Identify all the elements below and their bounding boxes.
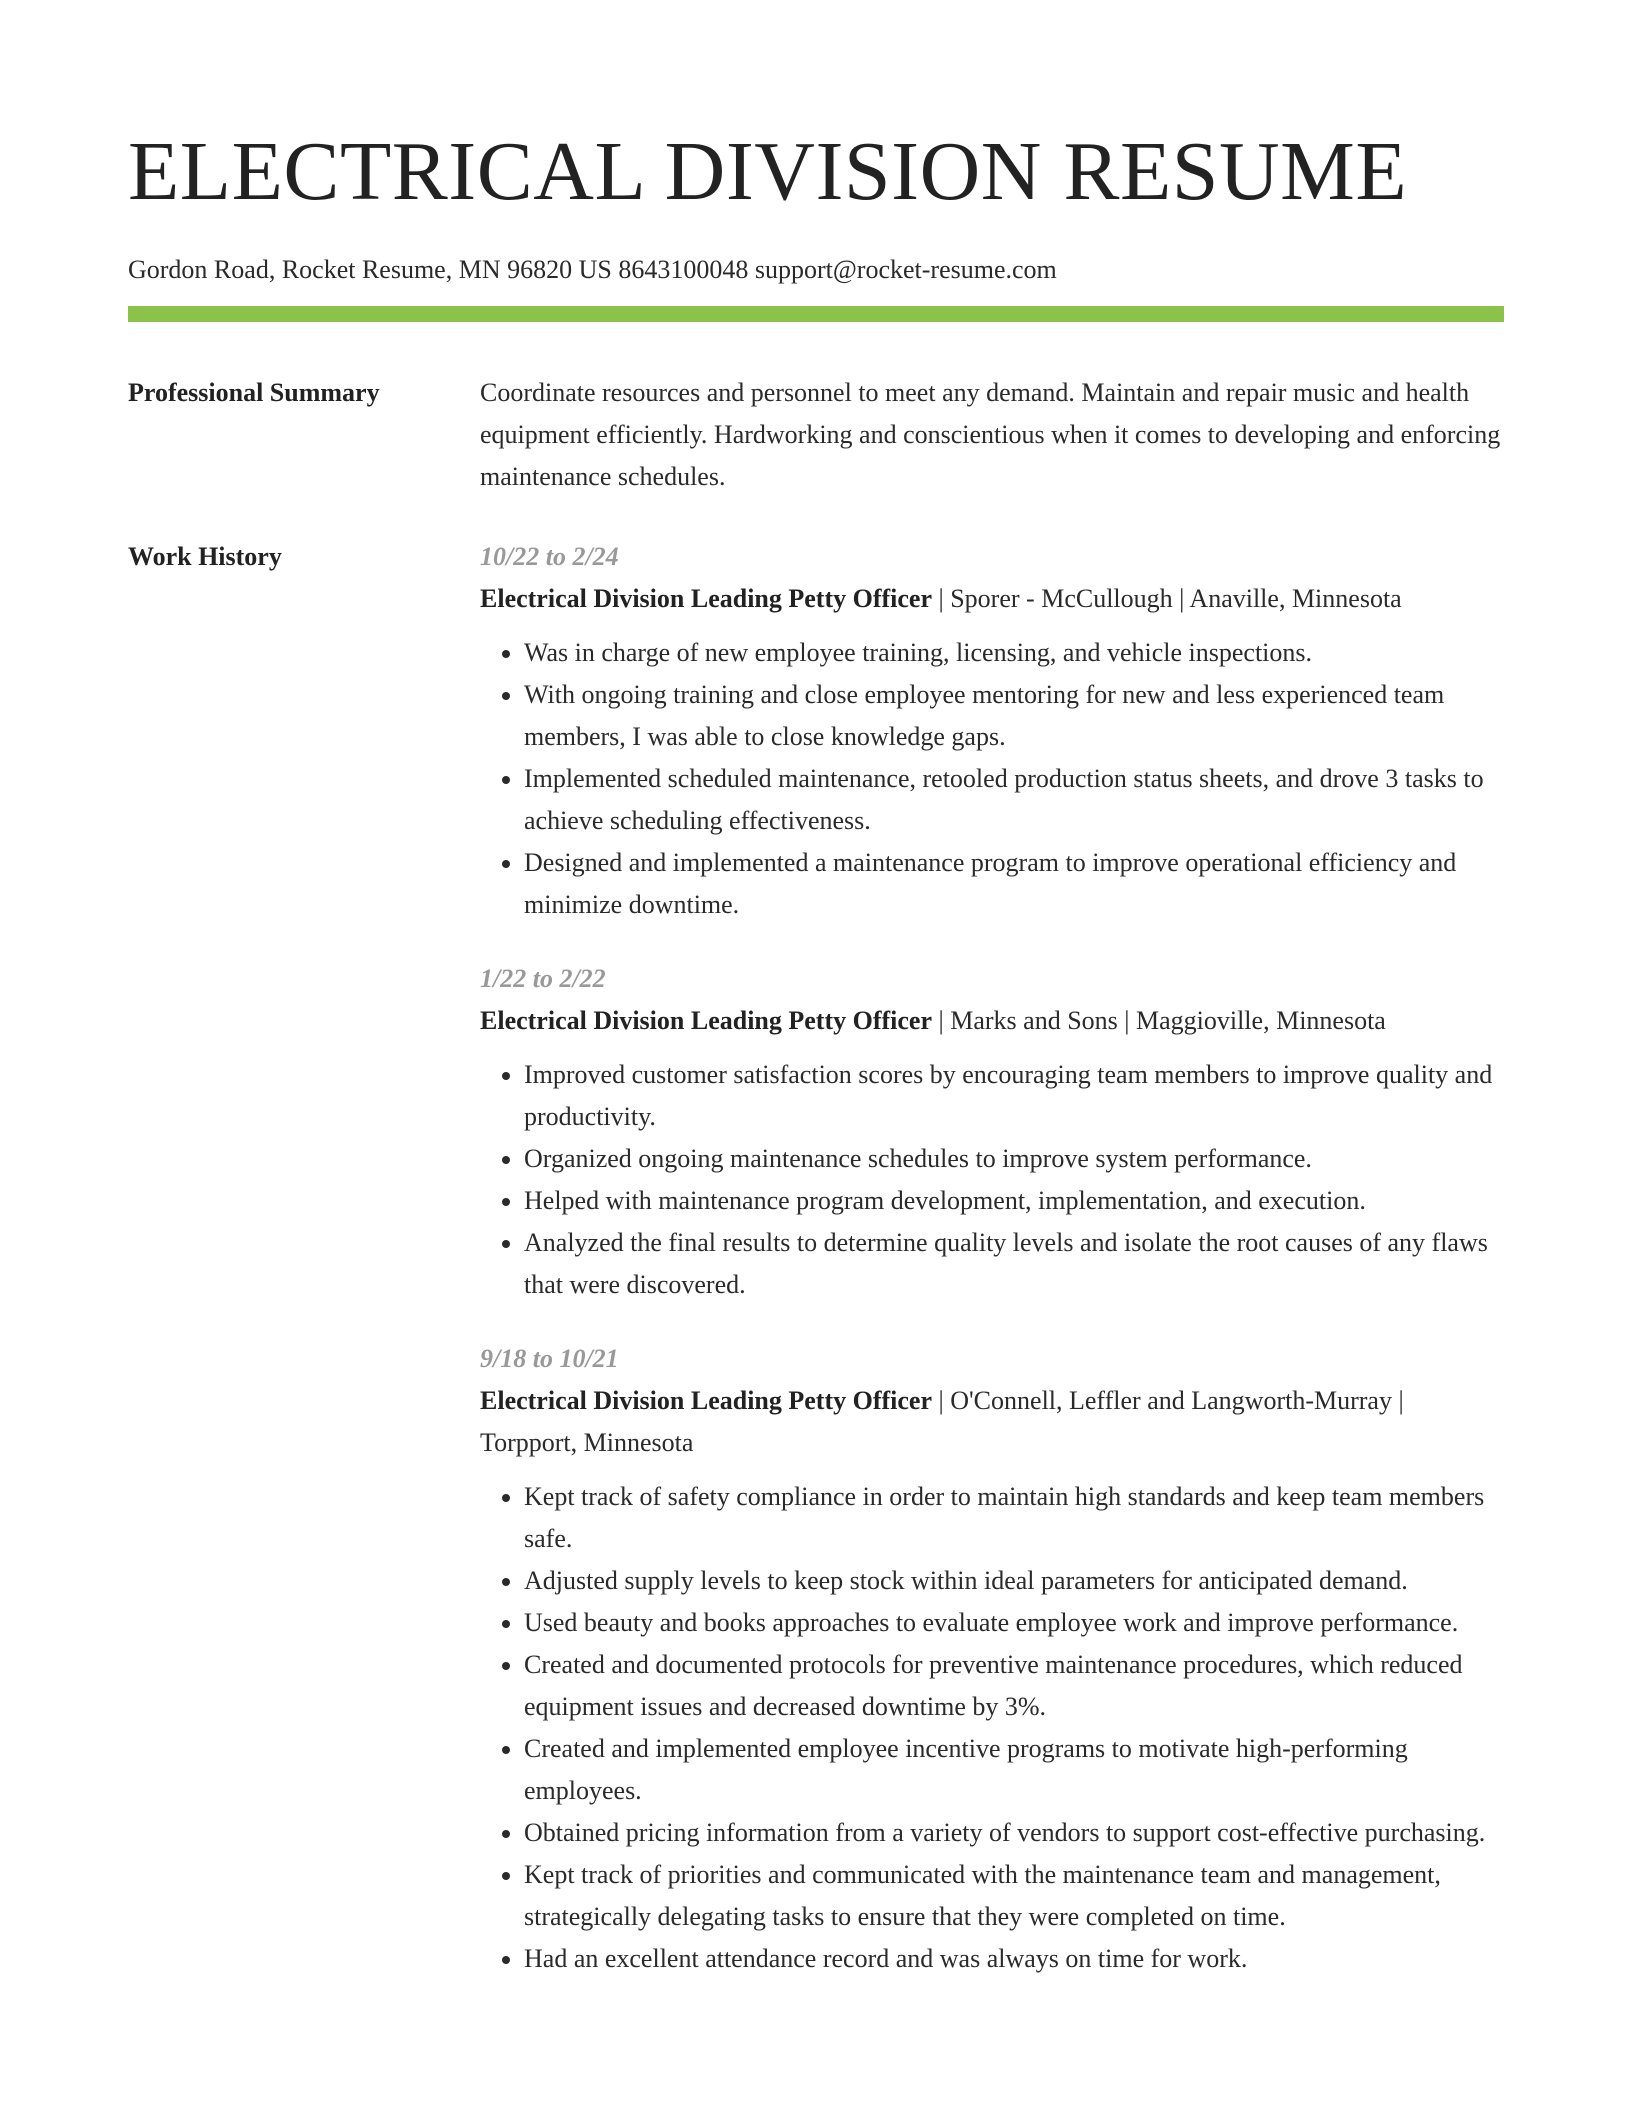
summary-text: Coordinate resources and personnel to meet any demand. Maintain and repair music and health equipment efficiently. Hardworking and conscientious when it comes to developing and enforcing maintenance schedules. — [480, 378, 1501, 491]
job-details: | Sporer - McCullough | Anaville, Minnesota — [932, 584, 1402, 613]
bullet-item: • Implemented scheduled maintenance, retooled production status sheets, and drove 3 tasks to achieve scheduling effectiveness. — [524, 758, 1504, 842]
bullet-item: • Had an excellent attendance record and was always on time for work. — [524, 1938, 1504, 1980]
bullet-item: • Organized ongoing maintenance schedules to improve system performance. — [524, 1138, 1504, 1180]
job-title: Electrical Division Leading Petty Officer — [480, 584, 933, 613]
accent-divider — [128, 306, 1504, 322]
job-title: Electrical Division Leading Petty Officer — [480, 1386, 933, 1415]
job-dates: 10/22 to 2/24 — [480, 542, 619, 571]
bullet-item: • Analyzed the final results to determine quality levels and isolate the root causes of any flaws that were discovered. — [524, 1222, 1504, 1306]
bullet-item: • Kept track of safety compliance in order to maintain high standards and keep team members safe. — [524, 1476, 1504, 1560]
job-title: Electrical Division Leading Petty Officer — [480, 1006, 933, 1035]
resume-page — [128, 0, 1504, 2012]
bullet-item: • Adjusted supply levels to keep stock within ideal parameters for anticipated demand. — [524, 1560, 1504, 1602]
bullet-item: • Created and implemented employee incentive programs to motivate high-performing employees. — [524, 1728, 1504, 1812]
bullet-item: • With ongoing training and close employee mentoring for new and less experienced team members, I was able to close knowledge gaps. — [524, 674, 1504, 758]
job-entry — [480, 1338, 1504, 1980]
professional-summary-section — [128, 372, 1504, 498]
work-history-section — [128, 536, 1504, 2012]
work-history-list — [480, 536, 1504, 2012]
bullet-item: • Obtained pricing information from a variety of vendors to support cost-effective purchasing. — [524, 1812, 1504, 1854]
job-details: | O'Connell, Leffler and Langworth-Murray | Torpport, Minnesota — [480, 1386, 1404, 1457]
section-label-work-history: Work History — [128, 542, 282, 571]
job-entry — [480, 536, 1504, 926]
job-heading — [480, 1000, 1504, 1042]
job-dates: 1/22 to 2/22 — [480, 964, 606, 993]
contact-info: Gordon Road, Rocket Resume, MN 96820 US 8643100048 support@rocket-resume.com — [128, 255, 1057, 284]
bullet-item: • Was in charge of new employee training, licensing, and vehicle inspections. — [524, 632, 1504, 674]
job-heading — [480, 1380, 1504, 1464]
bullet-item: • Kept track of priorities and communicated with the maintenance team and management, strategically delegating tasks to ensure that they were completed on time. — [524, 1854, 1504, 1938]
job-bullets — [480, 632, 1504, 926]
section-label-summary: Professional Summary — [128, 378, 380, 407]
job-heading — [480, 578, 1504, 620]
job-dates: 9/18 to 10/21 — [480, 1344, 619, 1373]
job-entry — [480, 958, 1504, 1306]
job-bullets — [480, 1476, 1504, 1980]
bullet-item: • Improved customer satisfaction scores by encouraging team members to improve quality and productivity. — [524, 1054, 1504, 1138]
bullet-item: • Created and documented protocols for preventive maintenance procedures, which reduced equipment issues and decreased downtime by 3%. — [524, 1644, 1504, 1728]
resume-title: ELECTRICAL DIVISION RESUME — [128, 125, 1408, 218]
job-details: | Marks and Sons | Maggioville, Minnesota — [932, 1006, 1386, 1035]
bullet-item: • Designed and implemented a maintenance program to improve operational efficiency and minimize downtime. — [524, 842, 1504, 926]
bullet-item: • Helped with maintenance program development, implementation, and execution. — [524, 1180, 1504, 1222]
bullet-item: • Used beauty and books approaches to evaluate employee work and improve performance. — [524, 1602, 1504, 1644]
job-bullets — [480, 1054, 1504, 1306]
